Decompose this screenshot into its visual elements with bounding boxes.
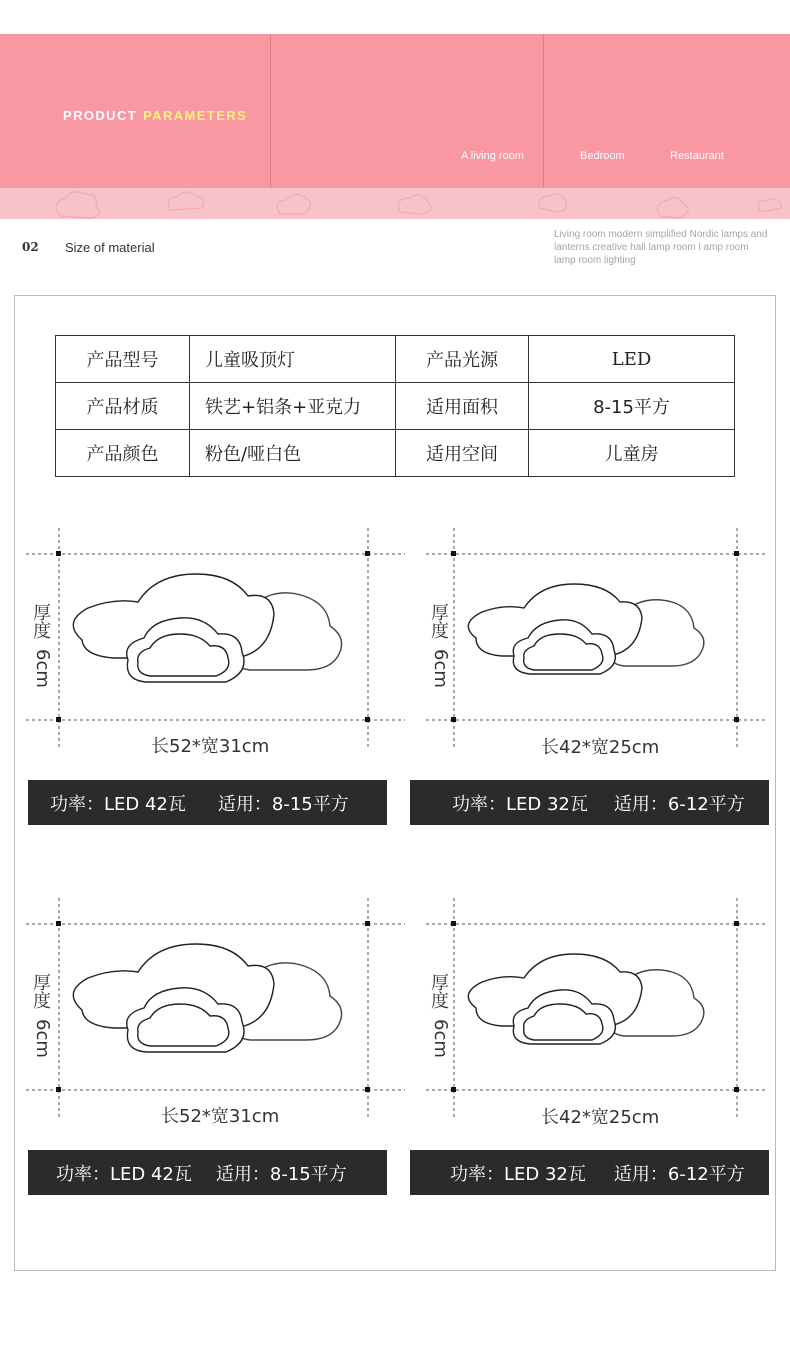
cloud-lamp-drawing-icon xyxy=(20,890,400,1120)
table-cell: 产品材质 xyxy=(56,383,190,430)
size-label: 长52*宽31cm xyxy=(161,1106,280,1127)
thickness-label xyxy=(30,973,54,1058)
area-label: 适用：8-15平方 xyxy=(217,793,349,815)
product-card xyxy=(20,890,400,1190)
thickness-value: 6cm xyxy=(430,649,451,688)
area-label: 适用：8-15平方 xyxy=(215,1163,347,1185)
thickness-label xyxy=(428,603,452,688)
nav-living-room[interactable]: A living room xyxy=(461,150,524,162)
banner-title-word1: PRODUCT xyxy=(63,108,138,123)
thickness-label xyxy=(30,603,54,688)
table-cell: 8-15平方 xyxy=(529,383,735,430)
thickness-text: 厚度 xyxy=(30,973,51,1009)
table-cell: LED xyxy=(529,336,735,383)
area-label: 适用：6-12平方 xyxy=(613,793,745,815)
cloud-lamp-drawing-icon xyxy=(406,890,786,1120)
banner xyxy=(0,34,790,188)
table-cell: 产品光源 xyxy=(396,336,529,383)
product-card xyxy=(406,520,786,820)
thickness-value: 6cm xyxy=(32,1019,53,1058)
thickness-text: 厚度 xyxy=(428,603,449,639)
table-cell: 粉色/哑白色 xyxy=(190,430,396,477)
params-table xyxy=(55,335,735,477)
cloud-lamp-drawing-icon xyxy=(406,520,786,750)
table-cell: 儿童房 xyxy=(529,430,735,477)
banner-title xyxy=(63,108,247,123)
table-cell: 铁艺+铝条+亚克力 xyxy=(190,383,396,430)
thickness-value: 6cm xyxy=(32,649,53,688)
table-row xyxy=(56,336,735,383)
banner-divider xyxy=(543,34,544,188)
spec-bar xyxy=(28,1150,387,1195)
power-label: 功率：LED 32瓦 xyxy=(450,1163,586,1185)
size-label: 长42*宽25cm xyxy=(541,1107,660,1128)
size-label: 长42*宽25cm xyxy=(541,737,660,758)
thickness-label xyxy=(428,973,452,1058)
table-cell: 产品型号 xyxy=(56,336,190,383)
spec-bar xyxy=(410,780,769,825)
area-label: 适用：6-12平方 xyxy=(613,1163,745,1185)
table-cell: 适用面积 xyxy=(396,383,529,430)
banner-title-word2: PARAMETERS xyxy=(143,108,248,123)
table-cell: 儿童吸顶灯 xyxy=(190,336,396,383)
product-card xyxy=(20,520,400,820)
cloud-pattern-icon xyxy=(0,188,790,219)
spec-bar xyxy=(410,1150,769,1195)
spec-bar xyxy=(28,780,387,825)
banner-divider xyxy=(270,34,271,188)
nav-bedroom[interactable]: Bedroom xyxy=(580,150,625,162)
thickness-text: 厚度 xyxy=(428,973,449,1009)
cloud-lamp-drawing-icon xyxy=(20,520,400,750)
thickness-value: 6cm xyxy=(430,1019,451,1058)
power-label: 功率：LED 42瓦 xyxy=(50,793,186,815)
section-number: 02 xyxy=(22,240,39,254)
banner-cloud-strip xyxy=(0,188,790,219)
size-label: 长52*宽31cm xyxy=(151,736,270,757)
table-cell: 产品颜色 xyxy=(56,430,190,477)
product-card xyxy=(406,890,786,1190)
table-cell: 适用空间 xyxy=(396,430,529,477)
table-row xyxy=(56,383,735,430)
power-label: 功率：LED 32瓦 xyxy=(452,793,588,815)
power-label: 功率：LED 42瓦 xyxy=(56,1163,192,1185)
thickness-text: 厚度 xyxy=(30,603,51,639)
section-description: Living room modern simplified Nordic lamps and lanterns creative hall lamp room l amp room lamp room lighting xyxy=(554,229,768,266)
table-row xyxy=(56,430,735,477)
section-title: Size of material xyxy=(65,240,155,255)
nav-restaurant[interactable]: Restaurant xyxy=(670,150,724,162)
